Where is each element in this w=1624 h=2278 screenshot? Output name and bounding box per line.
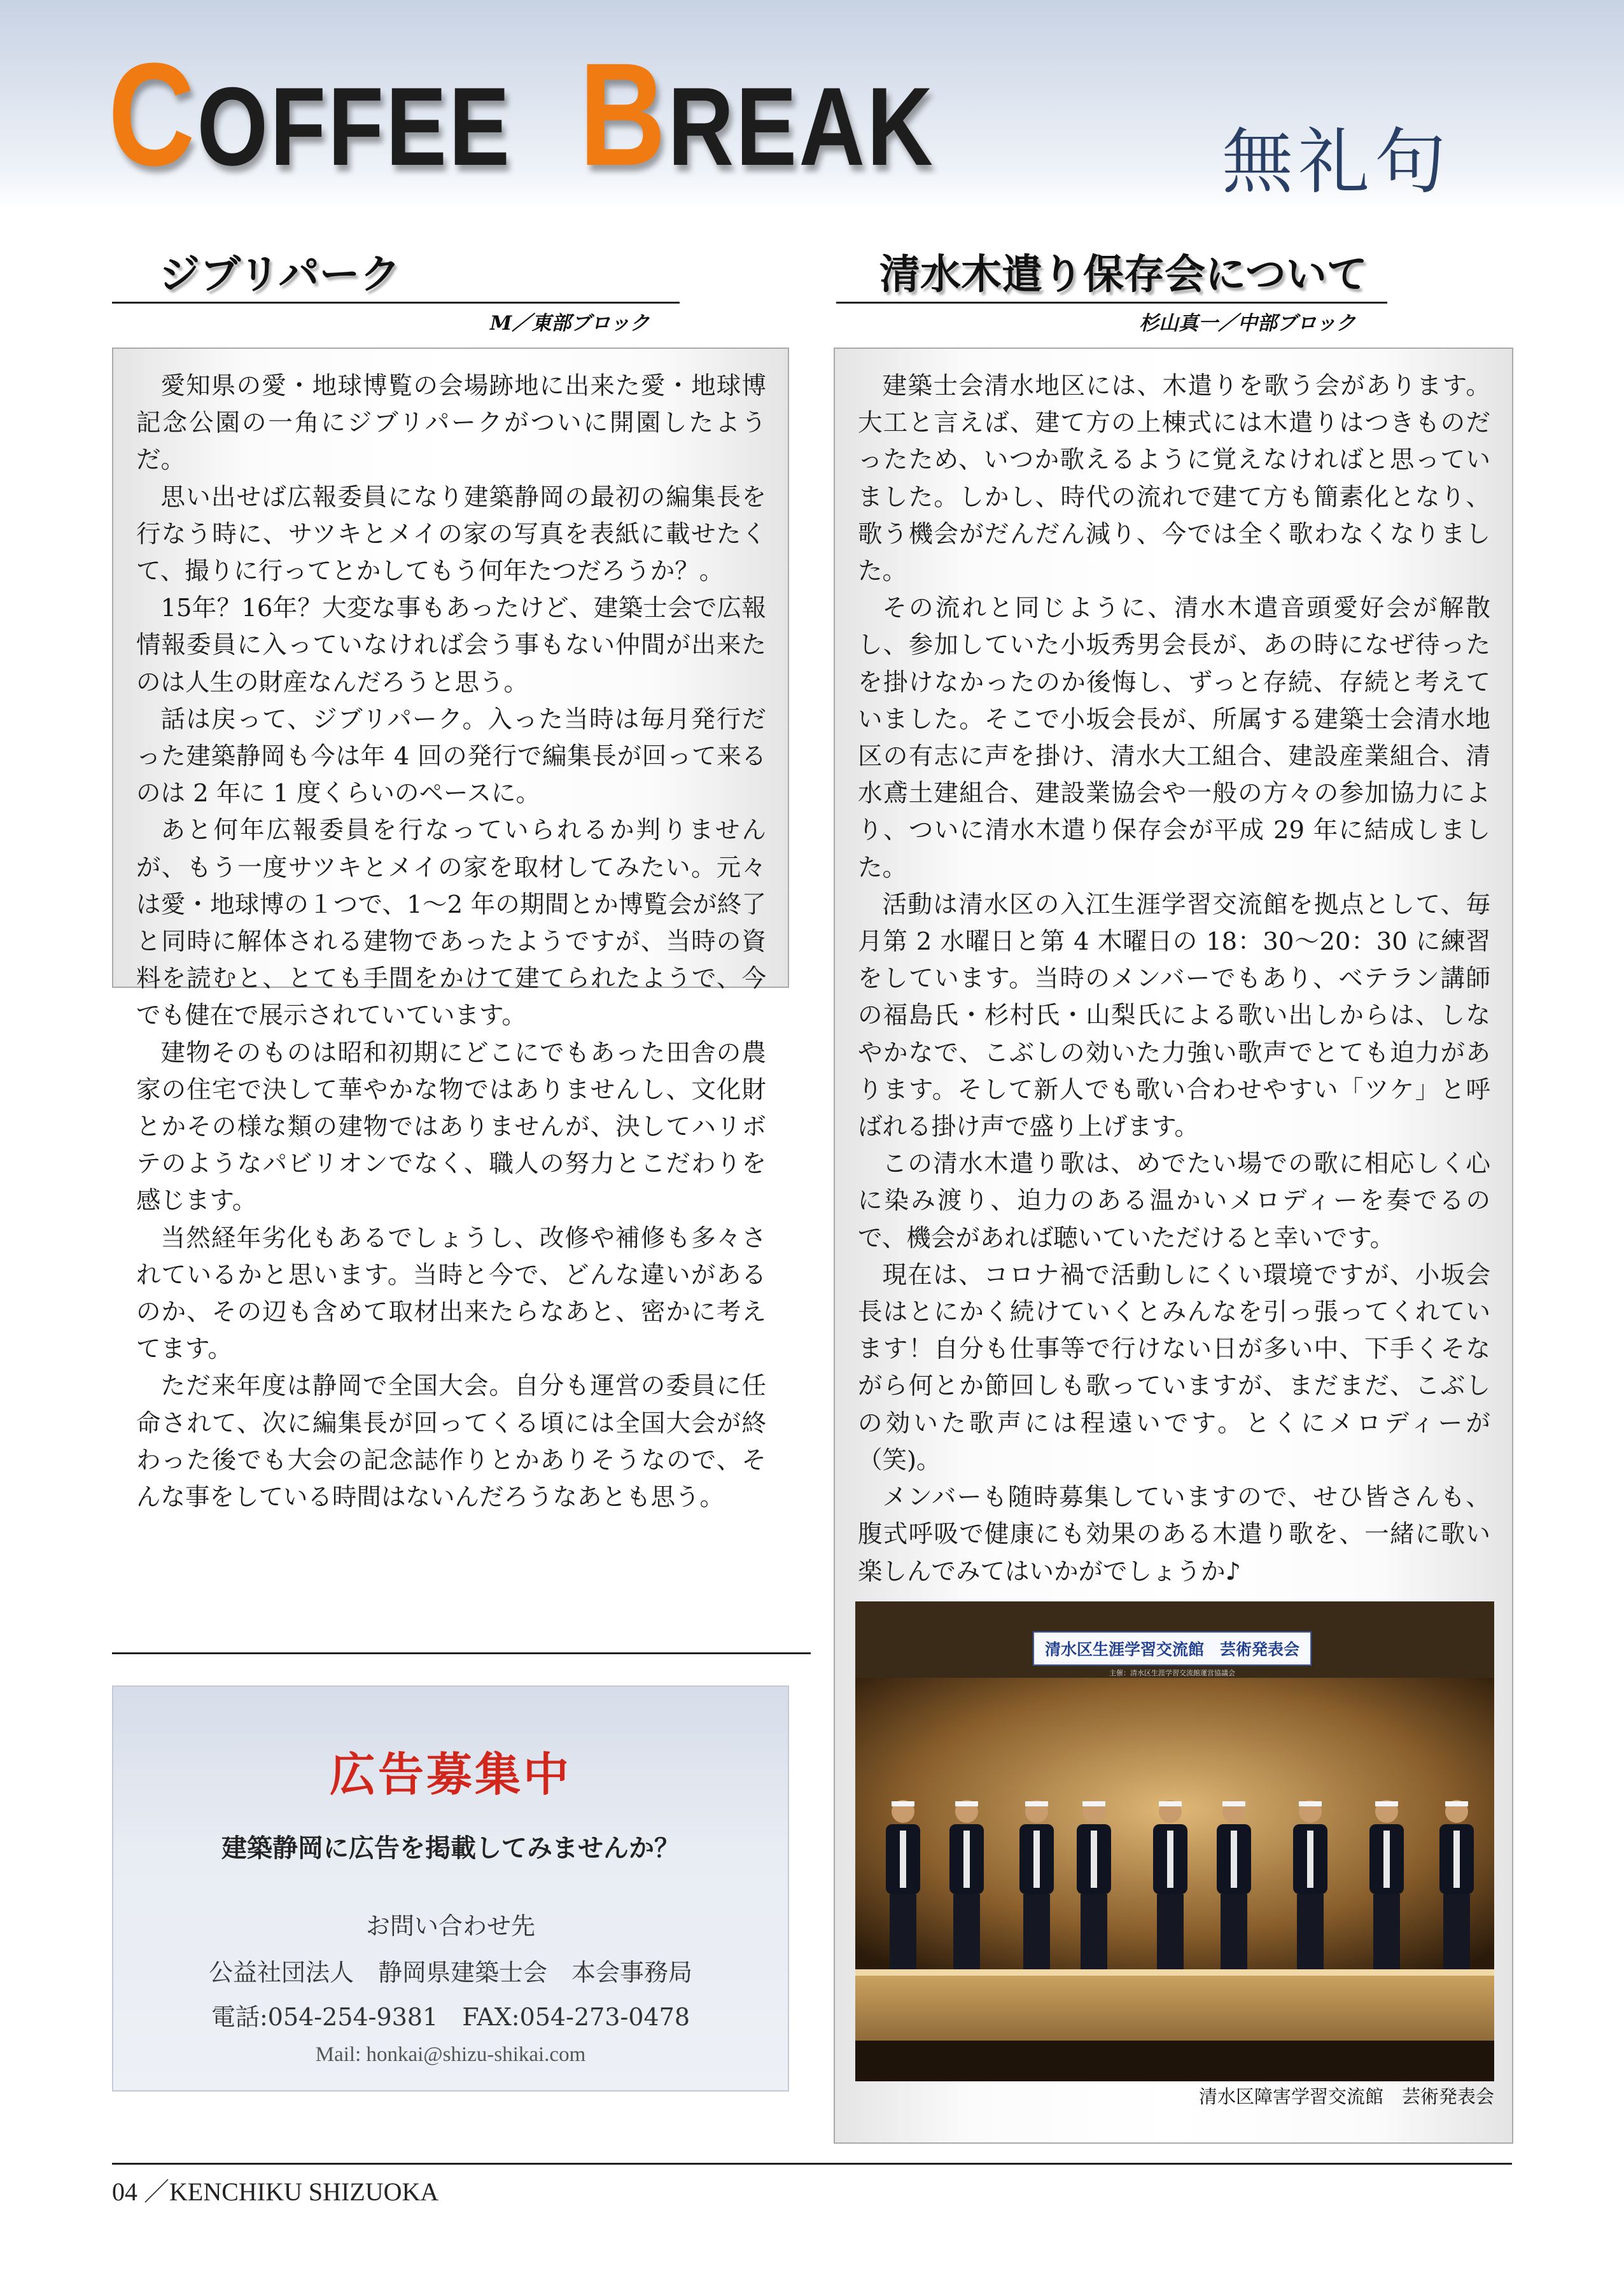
paragraph: 現在は、コロナ禍で活動しにくい環境ですが、小坂会長はとにかく続けていくとみんなを引っ張ってくれています！自分も仕事等で行けない日が多い中、下手くそながら何とか節回しも歌っていますが、まだまだ、こぶしの効いた歌声には程遠いです。とくにメロディーが（笑)。 [858, 1260, 1490, 1475]
header-band [0, 0, 1624, 210]
performer-figure [886, 1800, 920, 1969]
performer-figure [1153, 1800, 1187, 1969]
paragraph: その流れと同じように、清水木遣音頭愛好会が解散し、参加していた小坂秀男会長が、あの時になぜ待ったを掛けなかったのか後悔し、ずっと存続、存続と考えていました。そこで小坂会長が、所属する建築士会清水地区の有志に声を掛け、清水大工組合、建設産業組合、清水鳶土建組合、建設業協会や一般の方々の参加協力により、ついに清水木遣り保存会が平成 29 年に結成しました。 [858, 594, 1490, 882]
performer-figure [1077, 1800, 1111, 1969]
paragraph: 活動は清水区の入江生涯学習交流館を拠点として、毎月第 2 水曜日と第 4 木曜日の 18：30～20：30 に練習をしています。当時のメンバーでもあり、ベテラン講師の福島氏・杉村氏・山梨氏による歌い出しからは、しなやかなで、こぶしの効いた力強い歌声でとても迫力があります。そして新人でも歌い合わせやすい「ツケ」と呼ばれる掛け声で盛り上げます。 [858, 890, 1490, 1142]
paragraph: 話は戻って、ジブリパーク。入った当時は毎月発行だった建築静岡も今は年 4 回の発行で編集長が回って来るのは 2 年に 1 度くらいのペースに。 [136, 705, 766, 808]
paragraph: 15年？16年？大変な事もあったけど、建築士会で広報情報委員に入っていなければ会う事もない仲間が出来たのは人生の財産なんだろうと思う。 [136, 594, 766, 697]
paragraph: メンバーも随時募集していますので、せひ皆さんも、腹式呼吸で健康にも効果のある木遣り歌を、一緒に歌い楽しんでみてはいかがでしょうか♪ [858, 1483, 1490, 1586]
right-article-body [858, 368, 1490, 1591]
performer-figure [1293, 1800, 1327, 1969]
left-article-body [136, 368, 766, 1516]
ad-phone-fax: 電話:054-254-9381 FAX:054-273-0478 [211, 2003, 690, 2031]
ad-contact-label: お問い合わせ先 [365, 1912, 535, 1940]
performance-photo [855, 1601, 1494, 2081]
page-footer: 04 ／KENCHIKU SHIZUOKA [112, 2177, 439, 2206]
footer-rule [112, 2163, 1512, 2165]
right-title-rule [836, 302, 1387, 304]
paragraph: 建物そのものは昭和初期にどこにでもあった田舎の農家の住宅で決して華やかな物ではありませんし、文化財とかその様な類の建物ではありませんが、決してハリボテのようなパビリオンでなく、職人の努力とこだわりを感じます。 [136, 1038, 766, 1216]
performers-group [886, 1800, 1474, 1969]
paragraph: 当然経年劣化もあるでしょうし、改修や補修も多々されているかと思います。当時と今で、どんな違いがあるのか、その辺も含めて取材出来たらなあと、密かに考えてます。 [136, 1223, 766, 1364]
right-article-byline: 杉山真一／中部ブロック [1139, 312, 1356, 335]
logo-letters-offee: OFFEE [197, 65, 512, 189]
logo-letter-b: B [579, 32, 668, 196]
ad-title: 広告募集中 [329, 1748, 571, 1801]
right-article-title: 清水木遣り保存会について [879, 251, 1368, 299]
left-article-title: ジブリパーク [159, 251, 401, 299]
banner-subtext: 主催：清水区生涯学習交流館運営協議会 [1109, 1669, 1235, 1677]
logo-word-coffee [108, 32, 512, 197]
left-article-byline: M／東部ブロック [490, 312, 650, 335]
series-title: 無礼句 [1222, 121, 1451, 204]
left-article-box [112, 348, 789, 1512]
performer-figure [1369, 1800, 1404, 1969]
logo-letters-reak: REAK [668, 65, 935, 189]
left-column-divider [112, 1652, 811, 1654]
paragraph: この清水木遣り歌は、めでたい場での歌に相応しく心に染み渡り、迫力のある温かいメロディーを奏でるので、機会があれば聴いていただけると幸いです。 [858, 1150, 1490, 1253]
ad-recruitment-panel [112, 1685, 789, 2092]
paragraph: 思い出せば広報委員になり建築静岡の最初の編集長を行なう時に、サツキとメイの家の写真を表紙に載せたくて、撮りに行ってとかしてもう何年たつだろうか？。 [136, 482, 767, 586]
paragraph: 建築士会清水地区には、木遣りを歌う会があります。大工と言えば、建て方の上棟式には木遣りはつきものだったため、いつか歌えるように覚えなければと思っていました。しかし、時代の流れで建て方も簡素化となり、歌う機会がだんだん減り、今では全く歌わなくなりました。 [858, 372, 1491, 586]
paragraph: 愛知県の愛・地球博覧の会場跡地に出来た愛・地球博記念公園の一角にジブリパークがついに開園したようだ。 [136, 372, 766, 475]
stage-illustration [855, 1601, 1494, 2081]
banner-text: 清水区生涯学習交流館 芸術発表会 [1044, 1640, 1300, 1659]
performer-figure [1439, 1800, 1474, 1969]
performer-figure [949, 1800, 984, 1969]
paragraph: あと何年広報委員を行なっていられるか判りませんが、もう一度サツキとメイの家を取材してみたい。元々は愛・地球博の１つで、1～2 年の期間とか博覧会が終了と同時に解体される建物であったようですが、当時の資料を読むと、とても手間をかけて建てられたようで、今でも健在で展示されていています。 [136, 816, 767, 1030]
logo-letter-c: C [108, 32, 197, 196]
ad-question: 建築静岡に広告を掲載してみませんか？ [221, 1834, 680, 1863]
performer-figure [1217, 1800, 1251, 1969]
ad-mail: Mail: honkai@shizu-shikai.com [315, 2043, 586, 2066]
ad-organization: 公益社団法人 静岡県建築士会 本会事務局 [208, 1958, 692, 1986]
left-title-rule [112, 302, 680, 304]
performer-figure [1019, 1800, 1054, 1969]
paragraph: ただ来年度は静岡で全国大会。自分も運営の委員に任命されて、次に編集長が回ってくる頃には全国大会が終わった後でも大会の記念誌作りとかありそうなので、そんな事をしている時間はないんだろうなあとも思う。 [136, 1372, 766, 1512]
photo-caption: 清水区障害学習交流館 芸術発表会 [1198, 2086, 1494, 2107]
logo-word-break [579, 32, 935, 197]
coffee-break-logo [108, 32, 935, 196]
